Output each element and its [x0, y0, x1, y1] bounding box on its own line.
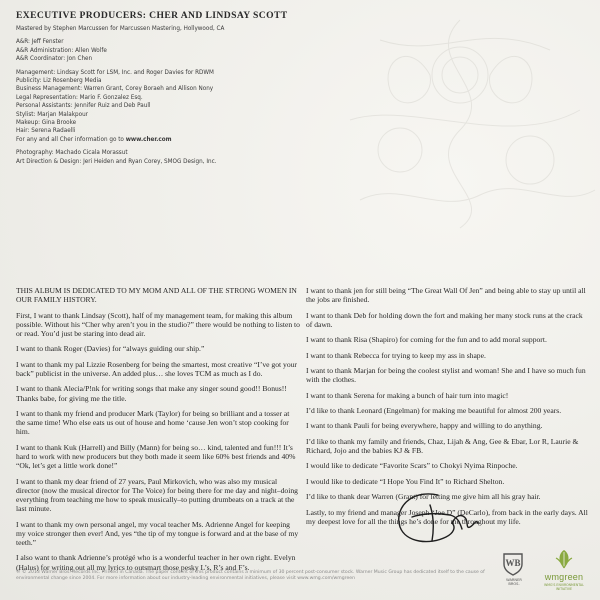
mastered-credit: Mastered by Stephen Marcussen for Marcussen Mastering, Hollywood, CA — [16, 25, 225, 32]
credits-block — [16, 10, 346, 166]
ar-admin-credit: A&R Administration: Allen Wolfe — [16, 46, 107, 54]
executive-producers-heading: EXECUTIVE PRODUCERS: CHER AND LINDSAY SCOTT — [16, 10, 288, 21]
legal-notice: ℗ © 2013 Warner Bros. Records Inc. Printed in Canada. The paper content of this product contains a minimum of 30 percent post-consumer stock. Warner Music Group has dedicated itself to the cause of environmental change since 2004. For more information about our industry-leading environmental initiatives, please visit www.wmg.com/wmgreen — [16, 570, 485, 582]
dedication: THIS ALBUM IS DEDICATED TO MY MOM AND ALL OF THE STRONG WOMEN IN OUR FAMILY HISTORY. — [16, 286, 297, 305]
info-prefix: For any and all Cher information go to — [16, 135, 126, 143]
wmgreen-wordmark: wmgreen — [544, 572, 584, 582]
signature-icon — [390, 487, 485, 549]
assistants-credit: Personal Assistants: Jennifer Ruiz and Deb Paull — [16, 102, 151, 110]
ar-credit: A&R: Jeff Fenster — [16, 38, 64, 46]
business-management-credit: Business Management: Warren Grant, Corey Boraeh and Allison Nony — [16, 85, 214, 93]
svg-text:WB: WB — [505, 558, 521, 568]
stylist-credit: Stylist: Marjan Malakpour — [16, 110, 88, 118]
wb-shield-icon — [502, 552, 524, 576]
wmgreen-subtitle: WMG'S ENVIRONMENTAL INITIATIVE — [544, 583, 584, 591]
thanks-paragraph: Lastly, to my friend and manager Joseph “Joe D” (DeCarlo), from back in the early days. All my deepest love for all the things he’s done for me throughout my life. — [306, 507, 588, 526]
leaf-icon — [554, 548, 574, 570]
makeup-credit: Makeup: Gina Brooke — [16, 119, 77, 127]
thanks-paragraph: I would like to dedicate “I Hope You Find It” to Richard Shelton. — [306, 476, 505, 486]
thanks-paragraph: I want to thank Roger (Davies) for “always guiding our ship.” — [16, 344, 205, 354]
thanks-paragraph: I want to thank Deb for holding down the fort and making her many stock runs at the crack of dawn. — [306, 310, 583, 329]
website-link[interactable]: www.cher.com — [125, 135, 172, 143]
art-direction-credit: Art Direction & Design: Jeri Heiden and Ryan Corey, SMOG Design, Inc. — [16, 157, 217, 165]
thanks-paragraph: I want to thank jen for still being “The Great Wall Of Jen” and being able to stay up until all the jobs are finished. — [306, 286, 586, 305]
thanks-paragraph: I want to thank my friend and producer Mark (Taylor) for being so brilliant and a tosser at the same time! Who else eats us out of house and home ‘cause Jen won’t stop cooking for him. — [16, 408, 290, 437]
legal-credit: Legal Representation: Mario F. Gonzalez Esq. — [16, 93, 143, 101]
thanks-paragraph: I want to thank Rebecca for trying to keep my ass in shape. — [306, 350, 486, 360]
info-line — [16, 136, 346, 144]
ar-coordinator-credit: A&R Coordinator: Jon Chen — [16, 55, 93, 63]
thanks-paragraph: I would like to dedicate “Favorite Scars” to Chokyi Nyima Rinpoche. — [306, 461, 518, 471]
thanks-paragraph: I want to thank my dear friend of 27 years, Paul Mirkovich, who was also my musical director (now the musical director for The Voice) for being there for me day and night–doing everything from teaching me how to speak musically–to putting drumbeats on a track at the last minute. — [16, 476, 298, 514]
thanks-paragraph: I want to thank my own personal angel, my vocal teacher Ms. Adrienne Angel for keeping my voice stronger then ever! And, yes “the tip of my tongue is forward and at the base of my teeth.” — [16, 519, 299, 547]
thanks-paragraph: I also want to thank Adrienne’s protégé who is a wonderful teacher in her own right. Evelyn (Halus) for writing out all my lyrics to outsmart those pesky L’s, R’s and F’s. — [16, 553, 296, 572]
photography-credit: Photography: Machado Cicala Morassut — [16, 149, 128, 157]
thanks-paragraph: I want to thank Risa (Shapiro) for coming for the fun and to add moral support. — [306, 335, 547, 345]
thanks-paragraph: I want to thank Pauli for being everywhere, happy and willing to do anything. — [306, 421, 543, 431]
left-thanks-column — [16, 286, 300, 578]
wmgreen-logo — [536, 548, 592, 590]
thanks-paragraph: I’d like to thank Leonard (Engelman) for making me beautiful for almost 200 years. — [306, 405, 562, 415]
wb-label: WARNER BROS. — [506, 578, 522, 586]
thanks-paragraph: I’d like to thank dear Warren (Grant) for letting me give him all his gray hair. — [306, 492, 541, 502]
thanks-paragraph: I want to thank Alecia/P!nk for writing songs that make any singer sound good!! Bonus!! Thanks babe, for giving me the title. — [16, 384, 287, 403]
thanks-paragraph: I want to thank Kuk (Harrell) and Billy (Mann) for being so… kind, talented and fun!!! It’s hard to work with new producers but they both made it seem like 60% best friends and 40% “Ok, let’s get a little work done!” — [16, 442, 296, 471]
hair-credit: Hair: Serena Radaelli — [16, 127, 76, 135]
thanks-paragraph: I want to thank Marjan for being the coolest stylist and woman! She and I have so much fun with the clothes. — [306, 365, 586, 385]
thanks-paragraph: First, I want to thank Lindsay (Scott), half of my management team, for making this album possible. Without his “Cher why aren’t you in the studio?” there would be nothing to listen to or read. You’d just be staring into dead air. — [16, 310, 300, 338]
thanks-paragraph: I’d like to thank my family and friends, Chaz, Lijah & Ang, Gee & Ebar, Lor R, Laurie & Richard, Jojo and the babies KJ & FB. — [306, 436, 579, 455]
logo-area — [502, 548, 594, 590]
management-credit: Management: Lindsay Scott for LSM, Inc. and Roger Davies for RDWM — [16, 68, 214, 76]
thanks-paragraph: I want to thank Serena for making a bunch of hair turn into magic! — [306, 390, 509, 400]
publicity-credit: Publicity: Liz Rosenberg Media — [16, 77, 102, 85]
thanks-paragraph: I want to thank my pal Lizzie Rosenberg for being the smartest, most creative “I’ve got your back” publicist in the universe. An added plus… she loves TCM as much as I do. — [16, 359, 297, 378]
floral-ornament-icon — [320, 0, 600, 230]
